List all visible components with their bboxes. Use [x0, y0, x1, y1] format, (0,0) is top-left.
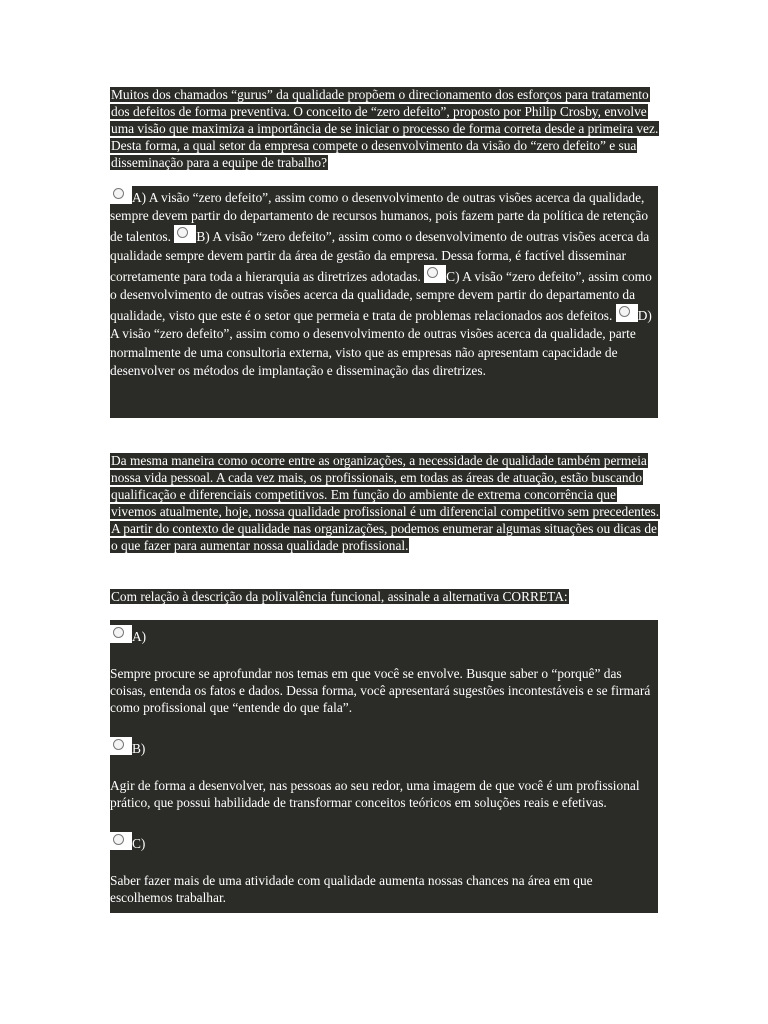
q1-option-a: A) A visão “zero defeito”, assim como o desenvolvimento de outras visões acerca da qualidade, sempre devem partir do departamento de recursos humanos, pois fazem parte da política de retenção de talentos. — [110, 190, 649, 245]
q1-stem-paragraph — [110, 86, 660, 171]
q1-radio-c[interactable] — [424, 265, 446, 283]
q2-option-b-row — [110, 735, 658, 757]
q2-radio-a[interactable] — [110, 625, 132, 643]
q2-options-block — [110, 620, 658, 913]
q1-stem-text: Muitos dos chamados “gurus” da qualidade propõem o direcionamento dos esforços para tratamento dos defeitos de forma preventiva. O conceito de “zero defeito”, proposto por Philip Crosby, envolve uma visão que maximiza a importância de se iniciar o processo de forma correta desde a primeira vez. Desta forma, a qual setor da empresa compete o desenvolvimento da visão do “zero defeito” e sua disseminação para a equipe de trabalho? — [111, 87, 659, 170]
q2-prompt-paragraph — [110, 588, 660, 605]
q2-option-a-text: Sempre procure se aprofundar nos temas em que você se envolve. Busque saber o “porquê” das coisas, entenda os fatos e dados. Dessa forma, você apresentará sugestões incontestáveis e se firmará como profissional que “entende do que fala”. — [110, 666, 651, 715]
q2-option-c-label: C) — [132, 836, 146, 851]
q2-option-c-row — [110, 830, 658, 852]
q1-radio-d[interactable] — [616, 304, 638, 322]
q2-radio-b[interactable] — [110, 737, 132, 755]
q2-option-a-row — [110, 623, 658, 645]
q2-radio-c[interactable] — [110, 832, 132, 850]
q1-radio-b[interactable] — [174, 225, 196, 243]
q1-options-block — [110, 186, 658, 418]
q2-context-paragraph — [110, 452, 660, 554]
q2-context-text: Da mesma maneira como ocorre entre as organizações, a necessidade de qualidade também permeia nossa vida pessoal. A cada vez mais, os profissionais, em todas as áreas de atuação, estão buscando qualificação e diferenciais competitivos. Em função do ambiente de extrema concorrência que vivemos atualmente, hoje, nossa qualidade profissional é um diferencial competitivo sem precedentes. A partir do contexto de qualidade nas organizações, podemos enumerar algumas situações ou dicas de o que fazer para aumentar nossa qualidade profissional. — [111, 453, 660, 553]
q2-option-b-text: Agir de forma a desenvolver, nas pessoas ao seu redor, uma imagem de que você é um profissional prático, que possui habilidade de transformar conceitos teóricos em soluções reais e efetivas. — [110, 778, 640, 810]
q1-option-b: B) A visão “zero defeito”, assim como o desenvolvimento de outras visões acerca da qualidade sempre devem partir da área de gestão da empresa. Dessa forma, é factível disseminar corretamente para toda a hierarquia as diretrizes adotadas. — [110, 229, 650, 284]
q2-option-c-text: Saber fazer mais de uma atividade com qualidade aumenta nossas chances na área em que escolhemos trabalhar. — [110, 873, 593, 905]
q1-option-d: D) A visão “zero defeito”, assim como o desenvolvimento de outras visões acerca da qualidade, parte normalmente de uma consultoria externa, visto que as empresas não apresentam capacidade de desenvolver os métodos de implantação e disseminação das diretrizes. — [110, 308, 652, 378]
q2-option-b-label: B) — [132, 741, 146, 756]
q2-option-a-label: A) — [132, 629, 147, 644]
q1-radio-a[interactable] — [110, 186, 132, 204]
q1-option-c: C) A visão “zero defeito”, assim como o desenvolvimento de outras visões acerca da qualidade, sempre devem partir do departamento da qualidade, visto que este é o setor que permeia e trata de problemas relacionados aos defeitos. — [110, 268, 652, 324]
q2-prompt-text: Com relação à descrição da polivalência funcional, assinale a alternativa CORRETA: — [111, 589, 568, 604]
